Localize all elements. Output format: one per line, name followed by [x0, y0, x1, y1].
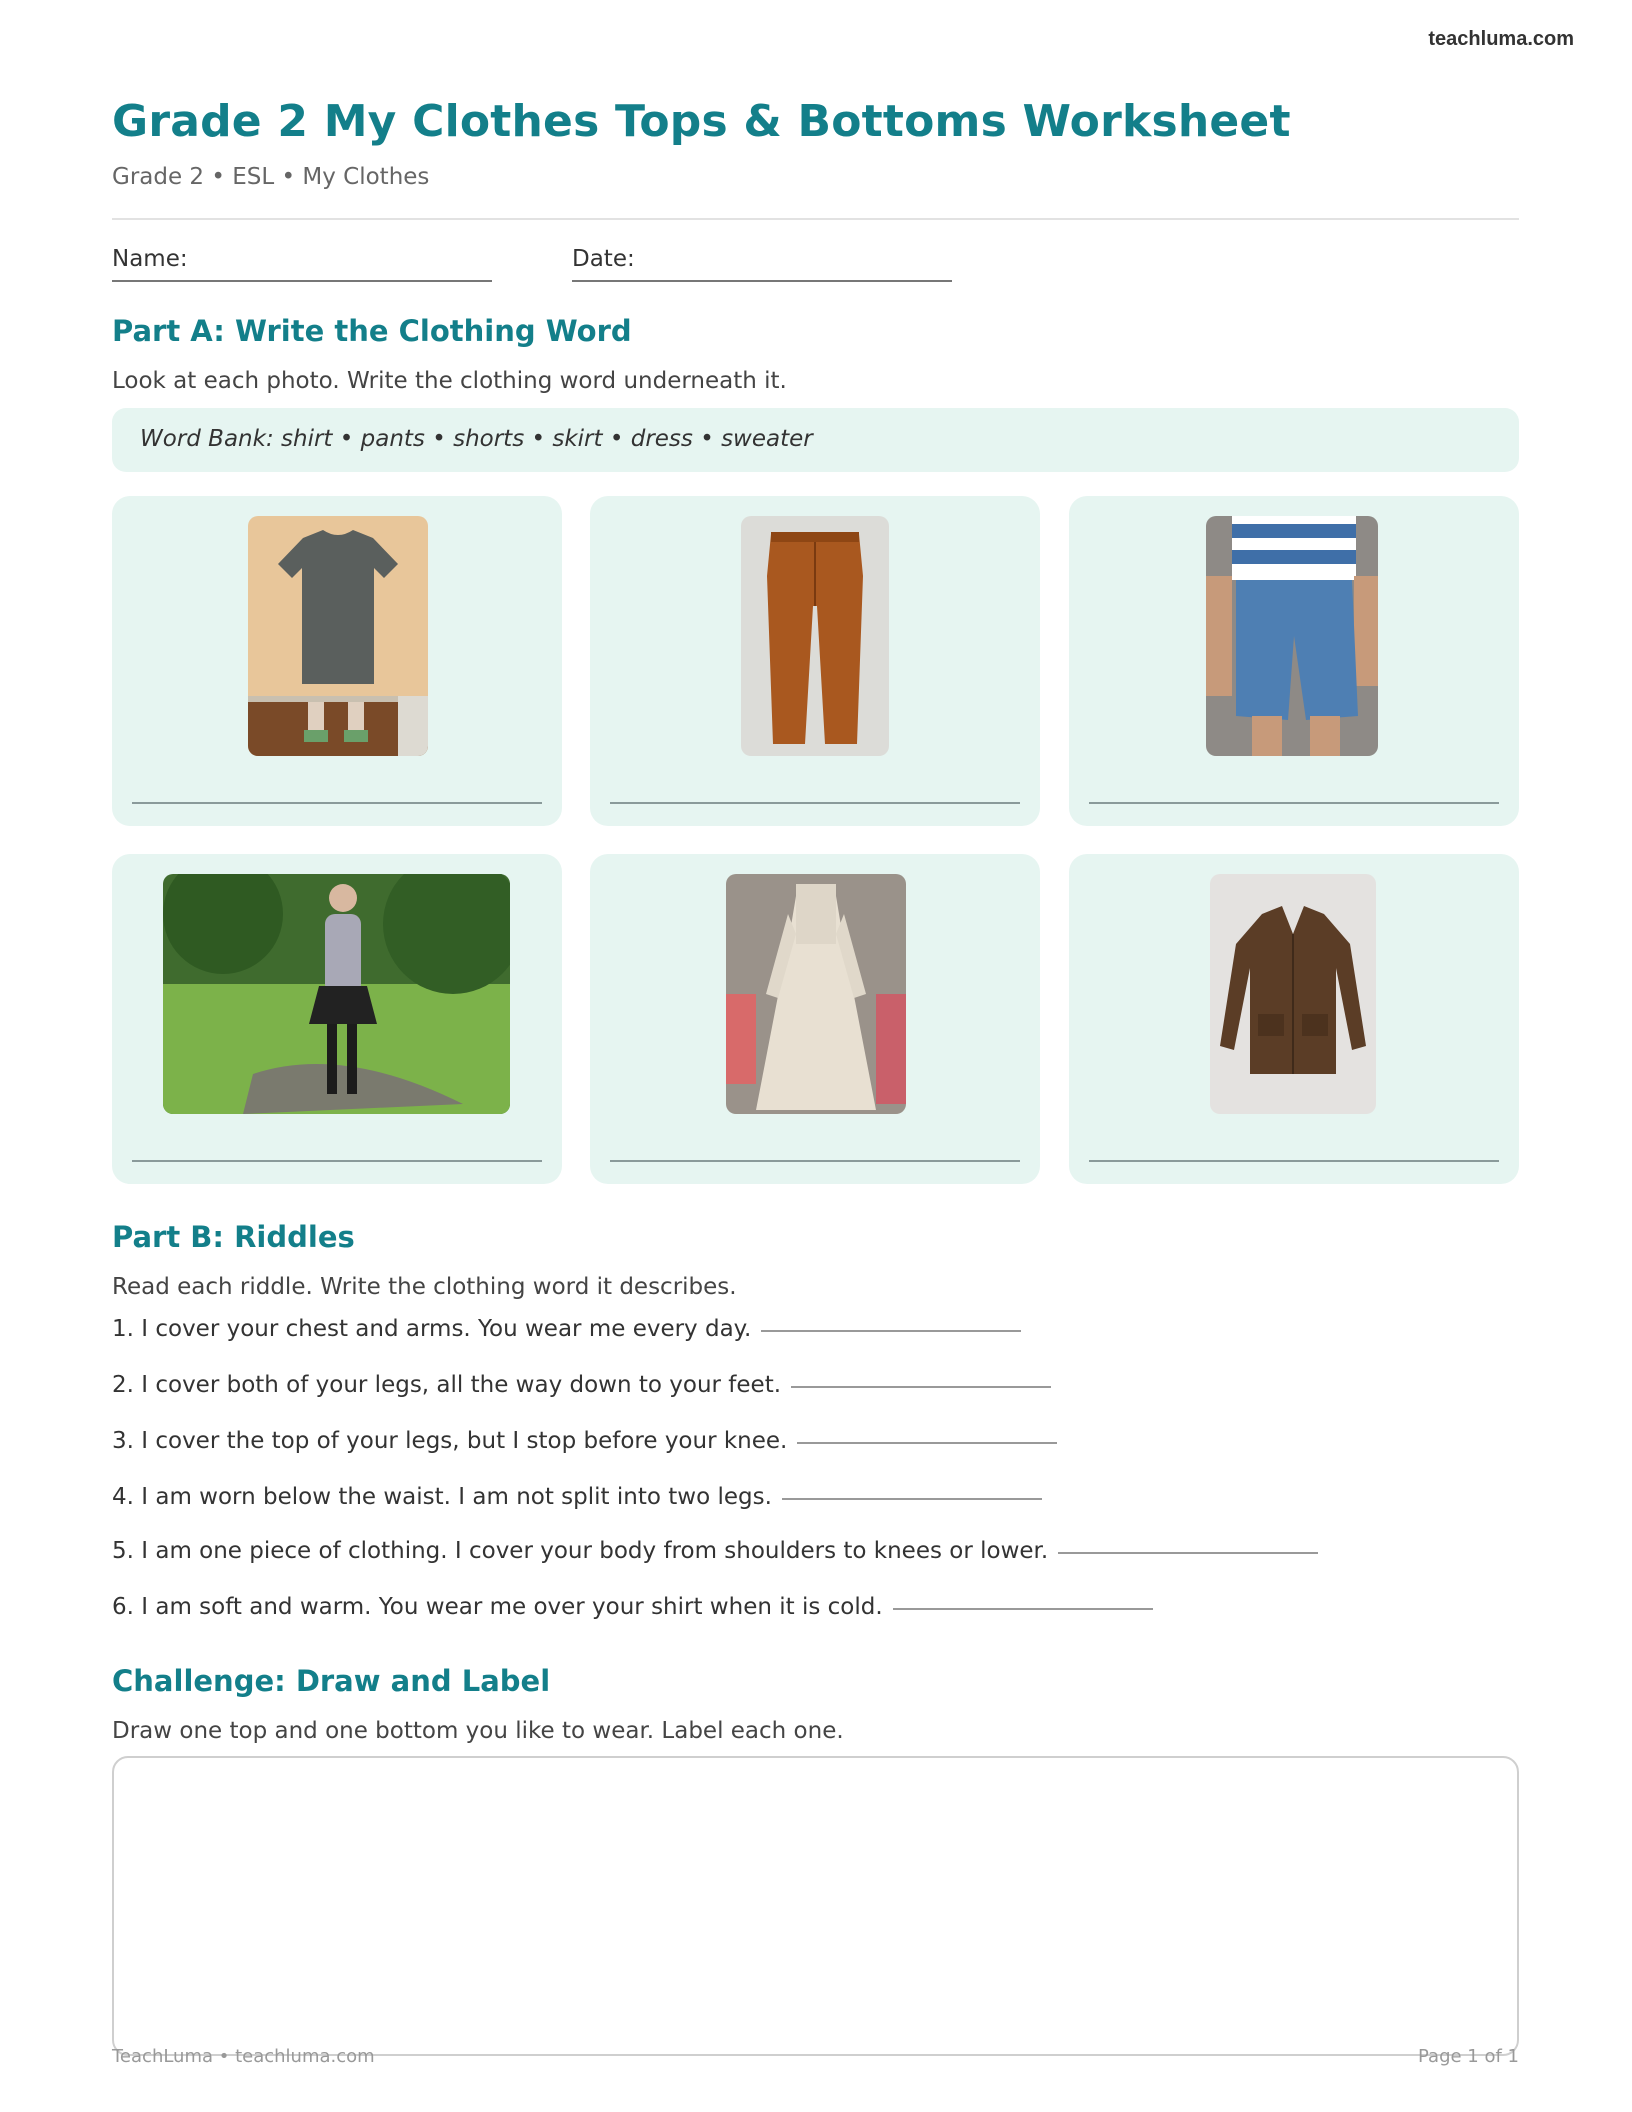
- photo-card-2: [590, 496, 1040, 826]
- pants-photo: [741, 516, 889, 756]
- drawing-area[interactable]: [112, 1756, 1519, 2056]
- riddle-answer-line[interactable]: [761, 1328, 1021, 1332]
- photo-card-5: [590, 854, 1040, 1184]
- riddle-1: [112, 1316, 1021, 1342]
- riddle-answer-line[interactable]: [797, 1440, 1057, 1444]
- site-url: teachluma.com: [1428, 28, 1574, 50]
- page-subtitle: Grade 2 • ESL • My Clothes: [112, 164, 430, 190]
- word-bank: Word Bank: shirt • pants • shorts • skirt • dress • sweater: [112, 408, 1519, 472]
- date-label: Date:: [572, 246, 635, 272]
- photo-card-6: [1069, 854, 1519, 1184]
- challenge-instructions: Draw one top and one bottom you like to wear. Label each one.: [112, 1718, 844, 1744]
- part-a-heading: Part A: Write the Clothing Word: [112, 314, 632, 348]
- photo-card-1: [112, 496, 562, 826]
- t-shirt-photo: [248, 516, 428, 756]
- answer-line[interactable]: [610, 1160, 1020, 1162]
- photo-card-4: [112, 854, 562, 1184]
- part-a-instructions: Look at each photo. Write the clothing word underneath it.: [112, 368, 787, 394]
- worksheet-page: [112, 0, 1519, 2112]
- riddle-text: 1. I cover your chest and arms. You wear me every day.: [112, 1316, 752, 1342]
- riddle-4: [112, 1484, 1042, 1510]
- answer-line[interactable]: [132, 1160, 542, 1162]
- answer-line[interactable]: [610, 802, 1020, 804]
- challenge-heading: Challenge: Draw and Label: [112, 1664, 551, 1698]
- dress-photo: [726, 874, 906, 1114]
- page-title: Grade 2 My Clothes Tops & Bottoms Worksheet: [112, 96, 1291, 147]
- answer-line[interactable]: [1089, 802, 1499, 804]
- answer-line[interactable]: [1089, 1160, 1499, 1162]
- part-b-instructions: Read each riddle. Write the clothing word it describes.: [112, 1274, 737, 1300]
- riddle-5: [112, 1538, 1318, 1564]
- riddle-6: [112, 1594, 1153, 1620]
- riddle-text: 4. I am worn below the waist. I am not split into two legs.: [112, 1484, 772, 1510]
- riddle-2: [112, 1372, 1051, 1398]
- riddle-3: [112, 1428, 1057, 1454]
- shorts-photo: [1206, 516, 1378, 756]
- riddle-answer-line[interactable]: [893, 1606, 1153, 1610]
- footer-brand: TeachLuma • teachluma.com: [112, 2046, 375, 2067]
- sweater-photo: [1210, 874, 1376, 1114]
- part-b-heading: Part B: Riddles: [112, 1220, 355, 1254]
- riddle-answer-line[interactable]: [1058, 1550, 1318, 1554]
- page-number: Page 1 of 1: [1418, 2046, 1519, 2067]
- riddle-text: 2. I cover both of your legs, all the way down to your feet.: [112, 1372, 782, 1398]
- riddle-text: 3. I cover the top of your legs, but I stop before your knee.: [112, 1428, 788, 1454]
- name-label: Name:: [112, 246, 188, 272]
- header-divider: [112, 218, 1519, 220]
- riddle-text: 5. I am one piece of clothing. I cover your body from shoulders to knees or lower.: [112, 1538, 1049, 1564]
- riddle-text: 6. I am soft and warm. You wear me over your shirt when it is cold.: [112, 1594, 883, 1620]
- date-field[interactable]: [572, 246, 952, 282]
- name-field[interactable]: [112, 246, 492, 282]
- photo-card-3: [1069, 496, 1519, 826]
- answer-line[interactable]: [132, 802, 542, 804]
- skirt-photo: [163, 874, 510, 1114]
- riddle-answer-line[interactable]: [791, 1384, 1051, 1388]
- riddle-answer-line[interactable]: [782, 1496, 1042, 1500]
